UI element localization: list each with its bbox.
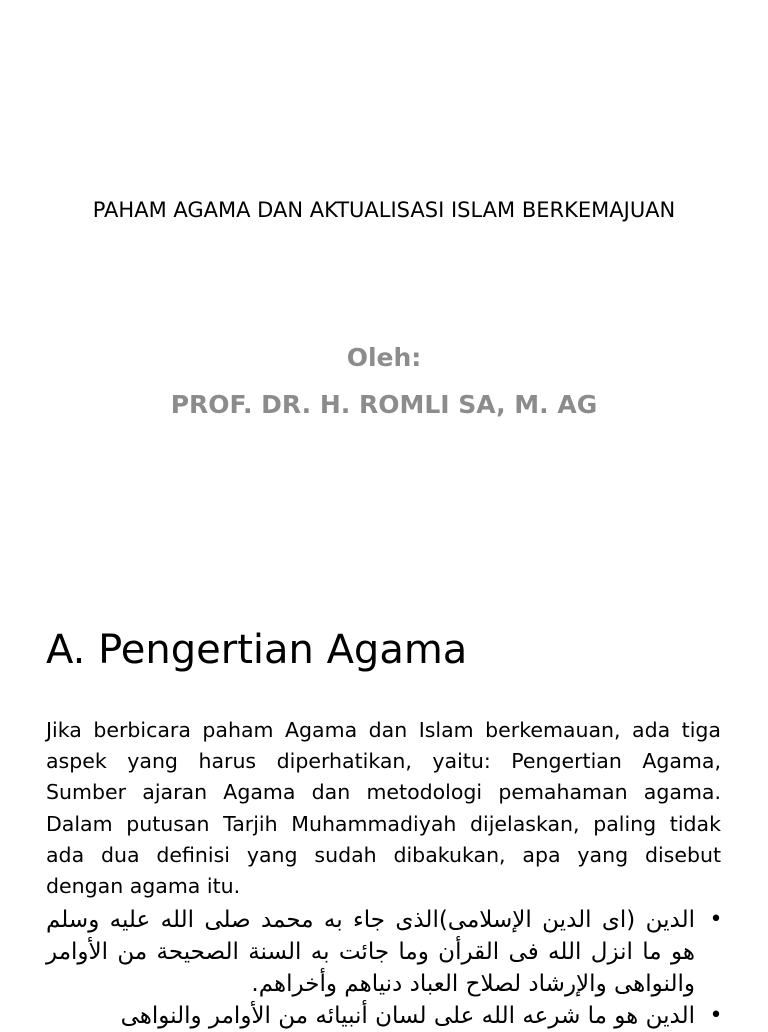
author-name: PROF. DR. H. ROMLI SA, M. AG xyxy=(170,390,598,419)
section-heading: A. Pengertian Agama xyxy=(46,627,468,673)
slide-title: PAHAM AGAMA DAN AKTUALISASI ISLAM BERKEMAJUAN xyxy=(92,198,676,222)
arabic-definition-text: الدين هو ما شرعه الله على لسان أنبيائه من الأوامر والنواهى xyxy=(120,1003,695,1029)
list-item xyxy=(46,904,726,1000)
arabic-definition-list xyxy=(46,904,726,1032)
slide-subtitle xyxy=(0,334,768,428)
list-item xyxy=(46,1000,726,1032)
by-label: Oleh: xyxy=(346,343,422,372)
bullet-icon: • xyxy=(709,1003,723,1028)
bullet-icon: • xyxy=(709,907,723,932)
intro-paragraph: Jika berbicara paham Agama dan Islam berkemauan, ada tiga aspek yang harus diperhatikan, yaitu: Pengertian Agama, Sumber ajaran Agama dan metodologi pemahaman agama. Dalam putusan Tarjih Muhammadiyah dijelaskan, paling tidak ada dua definisi yang sudah dibakukan, apa yang disebut dengan agama itu. xyxy=(46,718,721,899)
arabic-definition-text: الدين (اى الدين الإسلامى)الذى جاء به محمد صلى الله عليه وسلم هو ما انزل الله فى القرأن وما جائت به السنة الصحيحة من الأوامر والنواهى والإرشاد لصلاح العباد دنياهم وأخراهم. xyxy=(46,907,695,997)
